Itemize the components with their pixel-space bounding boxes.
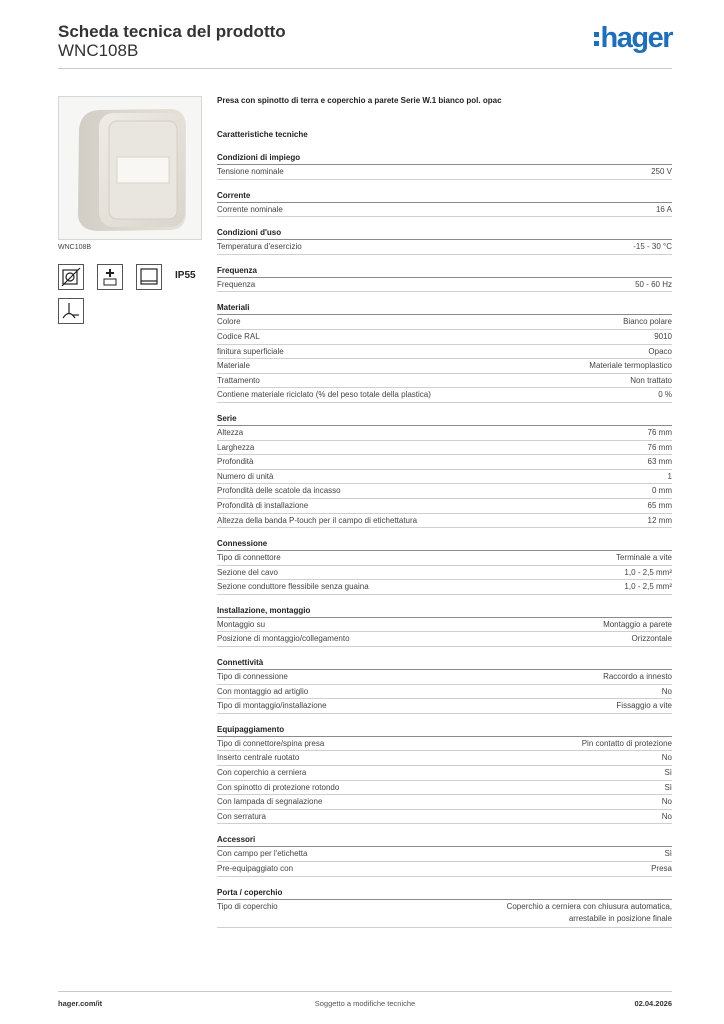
spec-value: 63 mm: [647, 457, 672, 467]
spec-row: [217, 847, 672, 862]
spec-row: [217, 455, 672, 470]
spec-row: [217, 514, 672, 529]
spec-row: [217, 632, 672, 647]
earth-pin-icon: [97, 264, 123, 290]
spec-row: [217, 441, 672, 456]
spec-sections: [217, 151, 672, 928]
spec-value: 1,0 - 2,5 mm²: [624, 582, 672, 592]
spec-row: [217, 795, 672, 810]
spec-value: 76 mm: [647, 427, 672, 437]
spec-section: [217, 537, 672, 595]
section-title: Porta / coperchio: [217, 886, 672, 900]
spec-label: Tipo di montaggio/installazione: [217, 701, 327, 711]
spec-section: [217, 833, 672, 876]
spec-label: Trattamento: [217, 375, 260, 385]
spec-row: [217, 566, 672, 581]
spec-label: Montaggio su: [217, 619, 266, 629]
logo-colon-mark: [594, 32, 599, 50]
spec-label: Corrente nominale: [217, 204, 283, 214]
spec-value: Raccordo a innesto: [603, 672, 672, 682]
spec-row: [217, 580, 672, 595]
spec-label: Larghezza: [217, 442, 255, 452]
spec-row: [217, 737, 672, 752]
spec-label: Temperatura d'esercizio: [217, 242, 302, 252]
spec-row: [217, 781, 672, 796]
spec-label: Frequenza: [217, 279, 256, 289]
spec-value: Presa: [651, 864, 672, 873]
page-footer: [58, 991, 672, 1008]
page-title: Scheda tecnica del prodotto: [58, 22, 286, 41]
spec-value: Sì: [664, 768, 672, 778]
spec-row: [217, 685, 672, 700]
spec-value: Non trattato: [630, 375, 672, 385]
spec-value: No: [661, 686, 672, 696]
spec-row: [217, 499, 672, 514]
spec-row: [217, 751, 672, 766]
panel-icon: [136, 264, 162, 290]
section-title: Condizioni di impiego: [217, 151, 672, 165]
spec-value: Coperchio a cerniera con chiusura automatica, arrestabile in posizione finale: [506, 901, 672, 923]
section-title: Materiali: [217, 301, 672, 315]
spec-label: Posizione di montaggio/collegamento: [217, 634, 350, 644]
spec-value: Materiale termoplastico: [589, 361, 672, 371]
install-icon: [58, 298, 84, 324]
spec-row: [217, 345, 672, 360]
footer-date: 02.04.2026: [634, 999, 672, 1008]
section-title: Corrente: [217, 189, 672, 203]
spec-label: Tipo di connessione: [217, 672, 288, 682]
spec-section: [217, 412, 672, 528]
footer-website[interactable]: hager.com/it: [58, 999, 103, 1008]
hager-logo: [594, 22, 672, 55]
section-title: Equipaggiamento: [217, 723, 672, 737]
spec-value: 0 mm: [652, 486, 672, 496]
ip-rating: IP55: [175, 270, 196, 281]
spec-section: [217, 656, 672, 714]
spec-label: Materiale: [217, 361, 250, 371]
spec-row: [217, 810, 672, 825]
spec-row: [217, 551, 672, 566]
spec-section: [217, 301, 672, 403]
spec-value: Fissaggio a vite: [616, 701, 672, 711]
spec-value: 65 mm: [647, 500, 672, 510]
spec-value: Bianco polare: [623, 317, 672, 327]
socket-illustration: [59, 97, 201, 239]
spec-section: [217, 151, 672, 180]
spec-value: No: [661, 797, 672, 807]
spec-row: [217, 766, 672, 781]
footer-note: Soggetto a modifiche tecniche: [314, 999, 416, 1008]
spec-value: 76 mm: [647, 442, 672, 452]
spec-section: [217, 723, 672, 825]
section-title: Accessori: [217, 833, 672, 847]
spec-value: No: [661, 811, 672, 821]
spec-section: [217, 264, 672, 293]
spec-label: Pre-equipaggiato con: [217, 864, 294, 873]
spec-value: Sì: [664, 849, 672, 859]
spec-content: [217, 96, 672, 937]
spec-label: Sezione del cavo: [217, 567, 278, 577]
spec-row: [217, 900, 672, 928]
section-title: Connettività: [217, 656, 672, 670]
spec-label: Con coperchio a cerniera: [217, 768, 307, 778]
spec-row: [217, 240, 672, 255]
spec-value: Orizzontale: [631, 634, 672, 644]
image-caption: WNC108B: [58, 244, 92, 251]
spec-label: Tipo di coperchio: [217, 901, 278, 911]
spec-value: 16 A: [655, 204, 672, 214]
spec-label: Numero di unità: [217, 471, 274, 481]
spec-row: [217, 203, 672, 218]
spec-row: [217, 165, 672, 180]
spec-value: Terminale a vite: [615, 553, 672, 563]
spec-label: Altezza: [217, 427, 244, 437]
spec-value: 1: [667, 471, 672, 481]
page-header: [58, 20, 672, 69]
spec-value: 0 %: [658, 390, 672, 400]
section-title: Installazione, montaggio: [217, 604, 672, 618]
spec-row: [217, 670, 672, 685]
wall-socket-icon: [58, 264, 84, 290]
spec-label: Con montaggio ad artiglio: [217, 686, 309, 696]
spec-row: [217, 484, 672, 499]
spec-value: 9010: [654, 331, 672, 341]
spec-label: Inserto centrale ruotato: [217, 753, 300, 763]
spec-label: Profondità di installazione: [217, 500, 309, 510]
spec-label: Con serratura: [217, 811, 266, 821]
spec-label: Con spinotto di protezione rotondo: [217, 782, 340, 792]
section-title: Condizioni d'uso: [217, 226, 672, 240]
spec-row: [217, 470, 672, 485]
spec-label: Tipo di connettore: [217, 553, 281, 563]
spec-row: [217, 374, 672, 389]
spec-section: [217, 226, 672, 255]
spec-label: Contiene materiale riciclato (% del peso totale della plastica): [217, 390, 431, 400]
spec-label: Con campo per l'etichetta: [217, 849, 308, 859]
spec-section: [217, 604, 672, 647]
spec-label: Tipo di connettore/spina presa: [217, 738, 325, 748]
spec-row: [217, 330, 672, 345]
spec-label: finitura superficiale: [217, 346, 284, 356]
spec-section: [217, 886, 672, 928]
spec-label: Con lampada di segnalazione: [217, 797, 323, 807]
spec-row: [217, 862, 672, 877]
spec-value: Pin contatto di protezione: [581, 738, 672, 748]
spec-label: Profondità delle scatole da incasso: [217, 486, 341, 496]
spec-value: Sì: [664, 782, 672, 792]
spec-row: [217, 315, 672, 330]
spec-row: [217, 618, 672, 633]
spec-row: [217, 699, 672, 714]
specs-heading: Caratteristiche tecniche: [217, 130, 308, 139]
spec-label: Colore: [217, 317, 241, 327]
logo-wordmark: hager: [600, 22, 672, 54]
spec-label: Altezza della banda P-touch per il campo di etichettatura: [217, 515, 418, 525]
product-description: Presa con spinotto di terra e coperchio a parete Serie W.1 bianco pol. opac: [217, 96, 502, 105]
spec-value: Opaco: [648, 346, 672, 356]
spec-value: 50 - 60 Hz: [635, 279, 672, 289]
spec-value: 12 mm: [647, 515, 672, 525]
spec-label: Tensione nominale: [217, 167, 284, 176]
spec-label: Sezione conduttore flessibile senza guaina: [217, 582, 369, 592]
product-code: WNC108B: [58, 41, 139, 60]
spec-row: [217, 426, 672, 441]
spec-row: [217, 359, 672, 374]
section-title: Connessione: [217, 537, 672, 551]
section-title: Frequenza: [217, 264, 672, 278]
product-image: [58, 96, 202, 240]
spec-label: Codice RAL: [217, 331, 260, 341]
spec-value: -15 - 30 °C: [633, 242, 672, 252]
spec-section: [217, 189, 672, 218]
spec-row: [217, 278, 672, 293]
spec-row: [217, 388, 672, 403]
spec-label: Profondità: [217, 457, 254, 467]
section-title: Serie: [217, 412, 672, 426]
spec-value: 1,0 - 2,5 mm²: [624, 567, 672, 577]
spec-value: 250 V: [651, 167, 672, 176]
spec-value: Montaggio a parete: [603, 619, 672, 629]
spec-value: No: [661, 753, 672, 763]
